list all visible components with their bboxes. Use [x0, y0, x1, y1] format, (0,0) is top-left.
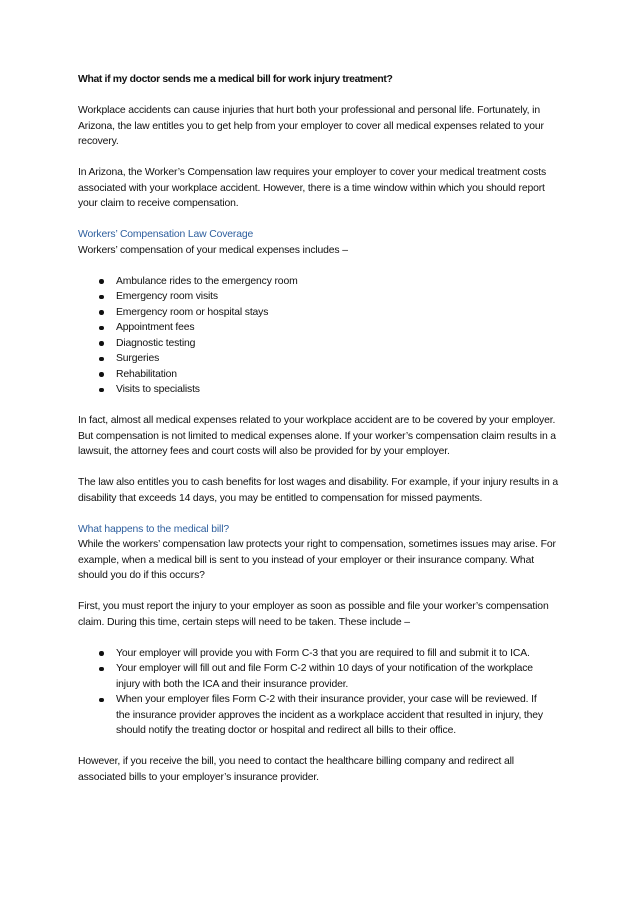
list-item: Rehabilitation: [78, 367, 558, 383]
coverage-heading: Workers’ Compensation Law Coverage: [78, 229, 254, 240]
coverage-intro: Workers’ compensation of your medical expenses includes –: [78, 244, 348, 256]
closing-paragraph: However, if you receive the bill, you need to contact the healthcare billing company and redirect all associated bills to your employer’s insurance provider.: [78, 756, 514, 783]
coverage-list: [78, 274, 558, 398]
document-title: What if my doctor sends me a medical bill for work injury treatment?: [78, 74, 393, 85]
report-injury-paragraph: First, you must report the injury to your employer as soon as possible and file your worker’s compensation claim. During this time, certain steps will need to be taken. These include –: [78, 601, 549, 628]
list-item: Emergency room visits: [78, 289, 558, 305]
expenses-paragraph: In fact, almost all medical expenses related to your workplace accident are to be covered by your employer. But compensation is not limited to medical expenses alone. If your worker’s compensation claim results in a lawsuit, the attorney fees and court costs will also be provided for by your employer.: [78, 415, 556, 457]
list-item: Diagnostic testing: [78, 336, 558, 352]
list-item: Your employer will provide you with Form C-3 that you are required to fill and submit it to ICA.: [78, 646, 558, 662]
document-page: [78, 72, 558, 801]
cash-benefits-paragraph: The law also entitles you to cash benefits for lost wages and disability. For example, if your injury results in a disability that exceeds 14 days, you may be entitled to compensation for missed payments.: [78, 477, 558, 504]
list-item: Visits to specialists: [78, 382, 558, 398]
list-item: When your employer files Form C-2 with their insurance provider, your case will be reviewed. If the insurance provider approves the incident as a workplace accident that resulted in injury, they should notify the treating doctor or hospital and redirect all bills to their office.: [78, 692, 558, 739]
list-item: Surgeries: [78, 351, 558, 367]
list-item: Ambulance rides to the emergency room: [78, 274, 558, 290]
intro-paragraph: Workplace accidents can cause injuries that hurt both your professional and personal life. Fortunately, in Arizona, the law entitles you to get help from your employer to cover all medical expenses related to your recovery.: [78, 105, 544, 147]
medical-bill-heading: What happens to the medical bill?: [78, 523, 230, 535]
medical-bill-intro: While the workers’ compensation law protects your right to compensation, sometimes issues may arise. For example, when a medical bill is sent to you instead of your employer or their insurance company. What should you do if this occurs?: [78, 539, 556, 581]
arizona-law-paragraph: In Arizona, the Worker’s Compensation law requires your employer to cover your medical treatment costs associated with your workplace accident. However, there is a time window within which you should report your claim to receive compensation.: [78, 167, 547, 209]
list-item: Appointment fees: [78, 320, 558, 336]
list-item: Your employer will fill out and file Form C-2 within 10 days of your notification of the workplace injury with both the ICA and their insurance provider.: [78, 661, 558, 692]
list-item: Emergency room or hospital stays: [78, 305, 558, 321]
steps-list: [78, 646, 558, 739]
